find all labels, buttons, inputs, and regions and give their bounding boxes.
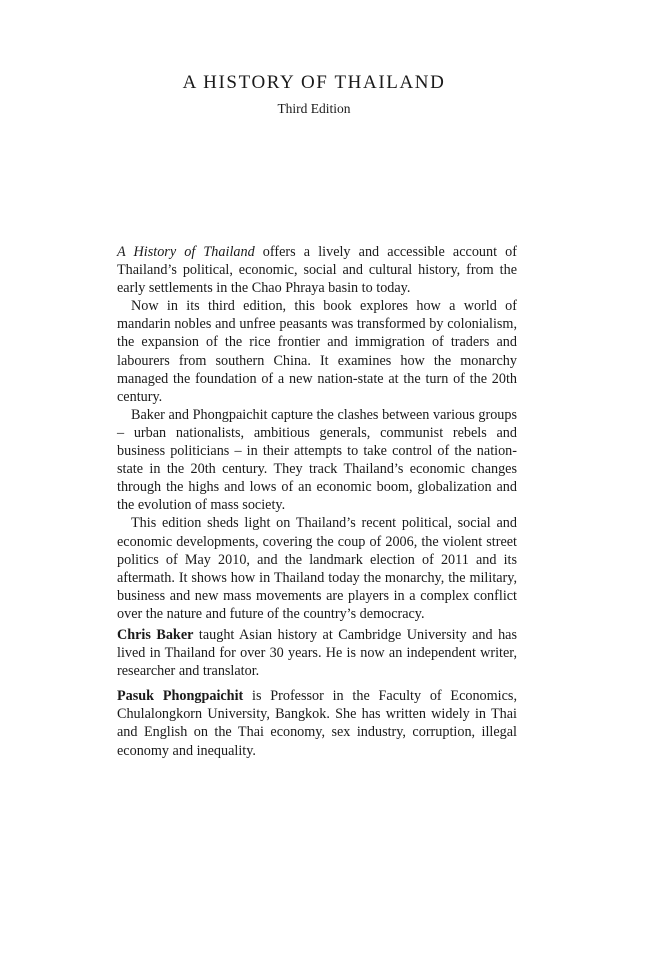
author-bio-phongpaichit [117, 687, 517, 759]
book-title-italic: A History of Thailand [117, 244, 255, 260]
author-bio-baker [117, 626, 517, 680]
author-name: Pasuk Phongpaichit [117, 688, 244, 705]
description-paragraph-2: Now in its third edition, this book explores how a world of mandarin nobles and unfree peasants was transformed by colonialism, the expansion of the rice frontier and immigration of traders and labourers from southern China. It examines how the monarchy managed the foundation of a new nation-state at the turn of the 20th century. [117, 298, 517, 405]
description-paragraph-4: This edition sheds light on Thailand’s recent political, social and economic developments, covering the coup of 2006, the violent street politics of May 2010, and the landmark election of 2011 and its aftermath. It shows how in Thailand today the monarchy, the military, business and new mass movements are players in a complex conflict over the nature and future of the country’s democracy. [117, 515, 517, 622]
author-bio-text: is Professor in the Faculty of Economics, Chulalongkorn University, Bangkok. She has written widely in Thai and English on the Thai economy, sex industry, corruption, illegal economy and inequality. [117, 688, 517, 759]
author-bios [117, 626, 517, 767]
description-paragraph-3: Baker and Phongpaichit capture the clashes between various groups – urban nationalists, ambitious generals, communist rebels and business politicians – in their attempts to take control of the nation-state in the 20th century. They track Thailand’s economic changes through the highs and lows of an economic boom, globalization and the evolution of mass society. [117, 406, 517, 514]
description-paragraph-1-text: offers a lively and accessible account of Thailand’s political, economic, social and cultural history, from the early settlements in the Chao Phraya basin to today. [117, 244, 517, 297]
edition-label: Third Edition [277, 101, 351, 116]
description-paragraph-1 [117, 243, 517, 297]
book-description [117, 243, 517, 623]
author-bio-text: taught Asian history at Cambridge University and has lived in Thailand for over 30 years. He is now an independent writer, researcher and translator. [117, 627, 518, 680]
book-title: A HISTORY OF THAILAND [182, 72, 446, 93]
author-name: Chris Baker [117, 627, 194, 643]
